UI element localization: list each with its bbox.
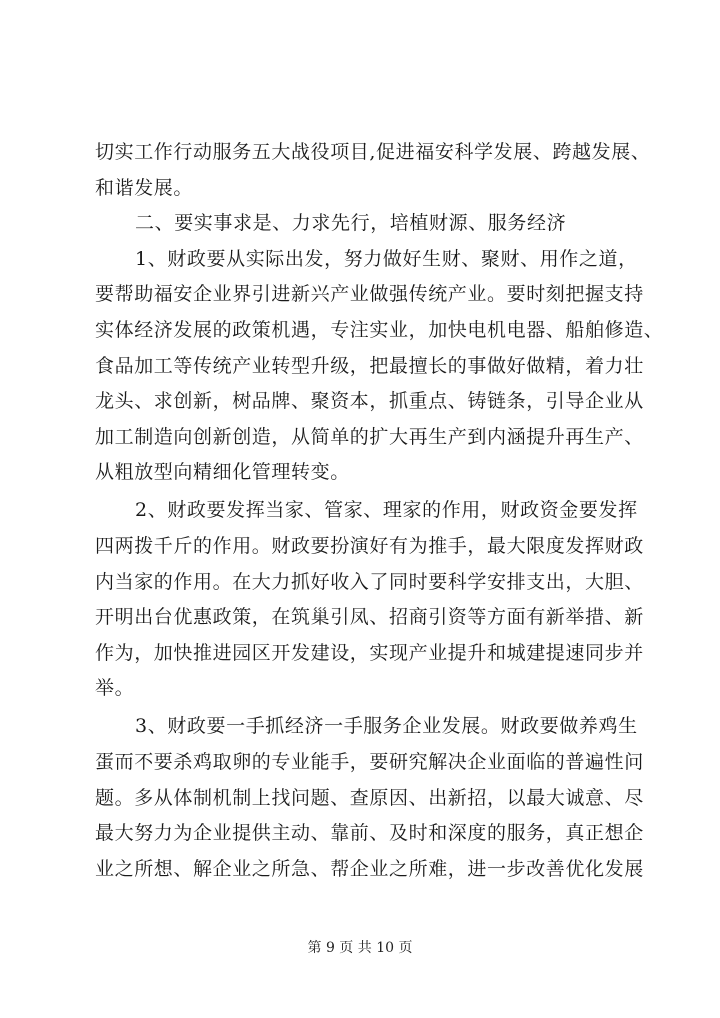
text-line: 2、财政要发挥当家、管家、理家的作用，财政资金要发挥 (135, 499, 638, 521)
section-heading: 二、要实事求是、力求先行，培植财源、服务经济 (135, 212, 567, 234)
text-line: 举。 (95, 677, 135, 699)
text-line: 最大努力为企业提供主动、靠前、及时和深度的服务，真正想企 (95, 822, 644, 844)
text-line: 实体经济发展的政策机遇，专注实业，加快电机电器、船舶修造、 (95, 319, 664, 341)
text-line: 开明出台优惠政策，在筑巢引凤、招商引资等方面有新举措、新 (95, 606, 644, 628)
text-line: 四两拨千斤的作用。财政要扮演好有为推手，最大限度发挥财政 (95, 535, 644, 557)
text-line: 业之所想、解企业之所急、帮企业之所难，进一步改善优化发展 (95, 858, 644, 880)
text-line: 作为，加快推进园区开发建设，实现产业提升和城建提速同步并 (95, 642, 644, 664)
text-line: 蛋而不要杀鸡取卵的专业能手，要研究解决企业面临的普遍性问 (95, 751, 644, 773)
text-line: 食品加工等传统产业转型升级，把最擅长的事做好做精，着力壮 (95, 355, 644, 377)
text-line: 要帮助福安企业界引进新兴产业做强传统产业。要时刻把握支持 (95, 283, 644, 305)
text-line: 题。多从体制机制上找问题、查原因、出新招，以最大诚意、尽 (95, 787, 644, 809)
text-line: 加工制造向创新创造，从简单的扩大再生产到内涵提升再生产、 (95, 426, 644, 448)
text-line: 从粗放型向精细化管理转变。 (95, 461, 350, 483)
text-line: 和谐发展。 (95, 177, 194, 199)
text-line: 3、财政要一手抓经济一手服务企业发展。财政要做养鸡生 (135, 715, 638, 737)
text-line: 内当家的作用。在大力抓好收入了同时要科学安排支出，大胆、 (95, 571, 644, 593)
page-number-footer: 第 9 页 共 10 页 (307, 940, 413, 956)
text-line: 1、财政要从实际出发，努力做好生财、聚财、用作之道， (135, 248, 638, 270)
text-line: 龙头、求创新，树品牌、聚资本，抓重点、铸链条，引导企业从 (95, 390, 644, 412)
text-line: 切实工作行动服务五大战役项目,促进福安科学发展、跨越发展、 (95, 141, 651, 163)
